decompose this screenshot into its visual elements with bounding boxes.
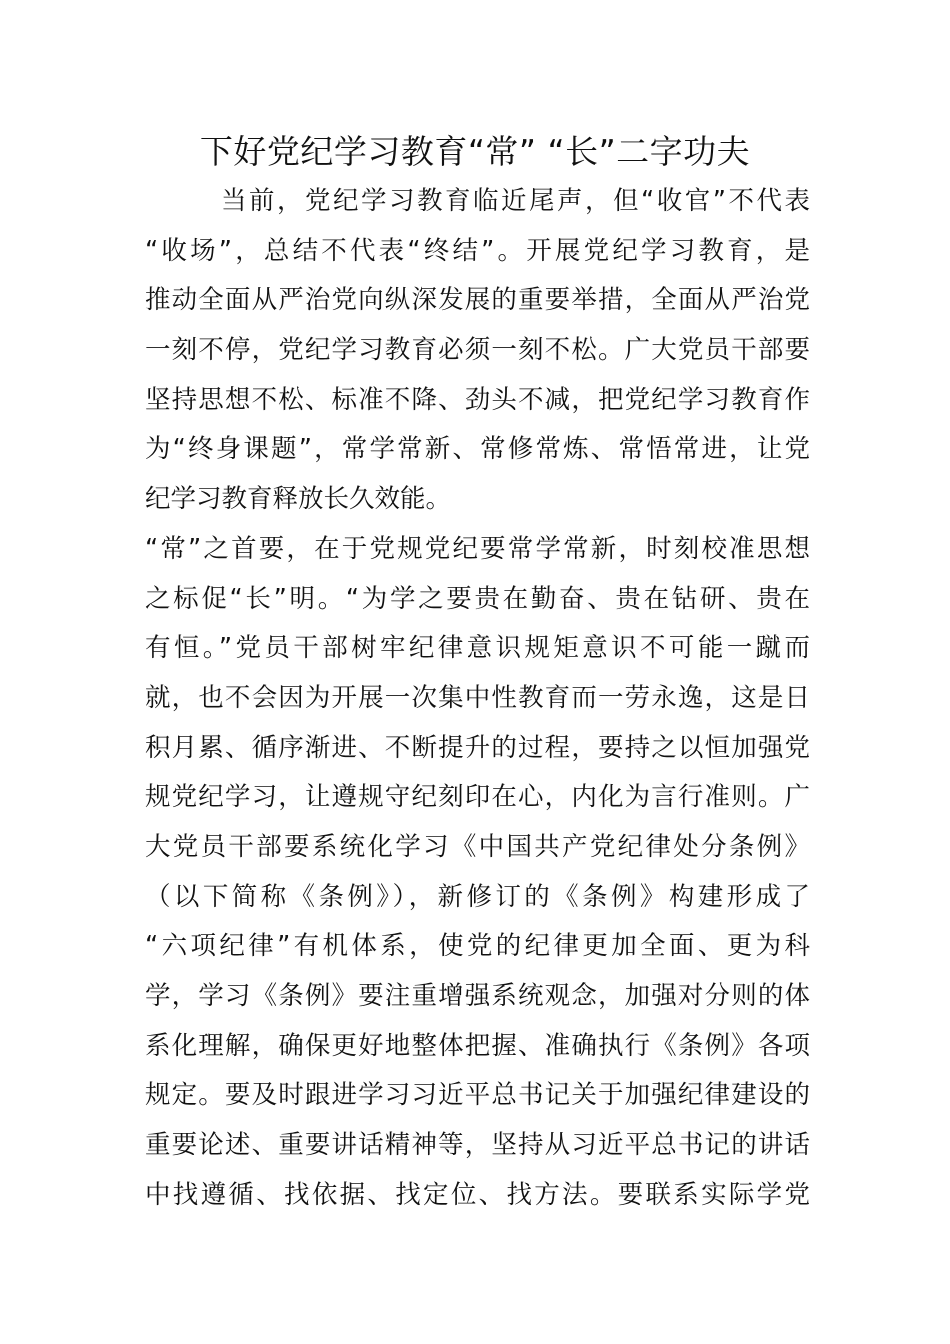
text-line: 纪学习教育释放长久效能。 bbox=[145, 484, 452, 515]
text-line: “六项纪律”有机体系，使党的纪律更加全面、更为科 bbox=[145, 931, 810, 962]
text-line: 一刻不停，党纪学习教育必须一刻不松。广大党员干部要 bbox=[145, 335, 810, 366]
text-line: “常”之首要，在于党规党纪要常学常新，时刻校准思想 bbox=[145, 533, 810, 564]
text-line: 有恒。”党员干部树牢纪律意识规矩意识不可能一蹴而 bbox=[145, 633, 810, 664]
text-line: 规党纪学习，让遵规守纪刻印在心，内化为言行准则。广 bbox=[145, 782, 810, 813]
text-line: 中找遵循、找依据、找定位、找方法。要联系实际学党 bbox=[145, 1179, 810, 1210]
text-line: 为“终身课题”，常学常新、常修常炼、常悟常进，让党 bbox=[145, 434, 810, 465]
text-line: 系化理解，确保更好地整体把握、准确执行《条例》各项 bbox=[145, 1030, 810, 1061]
text-line: 规定。要及时跟进学习习近平总书记关于加强纪律建设的 bbox=[145, 1080, 810, 1111]
document-body bbox=[145, 177, 810, 1220]
text-line: “收场”，总结不代表“终结”。开展党纪学习教育，是 bbox=[145, 235, 810, 266]
text-line: 推动全面从严治党向纵深发展的重要举措，全面从严治党 bbox=[145, 285, 810, 316]
text-line: 学，学习《条例》要注重增强系统观念，加强对分则的体 bbox=[145, 981, 810, 1011]
text-line: 大党员干部要系统化学习《中国共产党纪律处分条例》 bbox=[145, 831, 810, 862]
text-line: 就，也不会因为开展一次集中性教育而一劳永逸，这是日 bbox=[145, 682, 810, 713]
document-title: 下好党纪学习教育“常” “长”二字功夫 bbox=[199, 132, 751, 171]
text-line: 坚持思想不松、标准不降、劲头不减，把党纪学习教育作 bbox=[145, 384, 810, 415]
text-line: 之标促“长”明。“为学之要贵在勤奋、贵在钻研、贵在 bbox=[145, 583, 810, 614]
text-line: 重要论述、重要讲话精神等，坚持从习近平总书记的讲话 bbox=[145, 1130, 810, 1161]
text-line: 积月累、循序渐进、不断提升的过程，要持之以恒加强党 bbox=[145, 732, 810, 763]
text-line: 当前，党纪学习教育临近尾声，但“收官”不代表 bbox=[221, 186, 810, 216]
text-line: （以下简称《条例》），新修订的《条例》构建形成了 bbox=[145, 881, 810, 912]
